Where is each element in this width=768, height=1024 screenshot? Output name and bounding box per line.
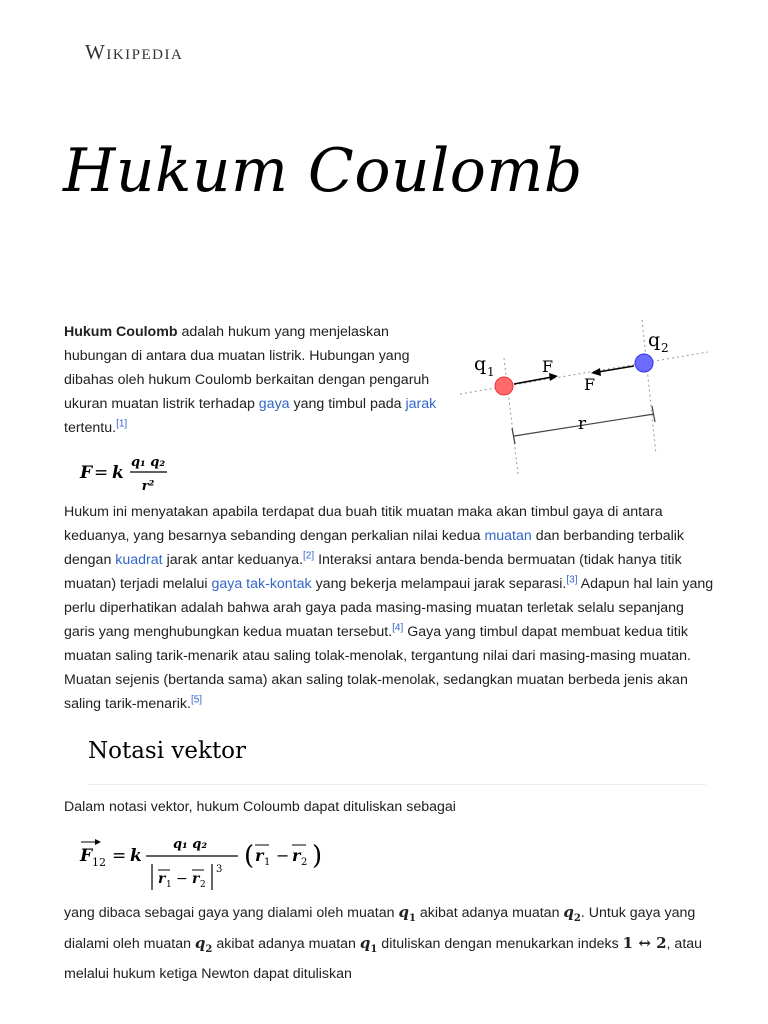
q1-label: q [474, 353, 487, 375]
citation-3[interactable]: [3] [566, 574, 578, 586]
math-q1-symbol: q [398, 903, 409, 921]
math-q2-symbol: q [563, 903, 574, 921]
math-q2b-sub: 2 [205, 944, 213, 955]
citation-1[interactable]: [1] [116, 418, 128, 430]
formula2-lhs: F [80, 846, 93, 866]
para3-text-4: akibat adanya muatan [212, 936, 360, 952]
para2-text-2: dan berbanding terbalik dengan [64, 528, 684, 568]
formula-lhs: F [80, 463, 93, 483]
rhs-r2: r [292, 846, 301, 865]
para3-text-2: akibat adanya muatan [415, 905, 564, 921]
para2-text-5: yang bekerja melampaui jarak separasi. [311, 576, 567, 592]
page-title: Hukum Coulomb [63, 136, 583, 206]
math-index-swap: 1 ↔ 2 [622, 934, 667, 952]
formula2-numerator: q₁ q₂ [172, 837, 208, 852]
citation-2[interactable]: [2] [303, 550, 315, 562]
denom-r2: r [192, 871, 200, 887]
main-paragraph [64, 500, 714, 716]
intro-text-2: yang timbul pada [289, 396, 406, 412]
section-heading-notasi-vektor: Notasi vektor [88, 738, 247, 764]
para3-text-6: , atau melalui hukum ketiga Newton dapat dituliskan [64, 936, 703, 982]
para2-text-4: Interaksi antara benda-benda bermuatan (tidak hanya titik muatan) terjadi melalui [64, 552, 682, 592]
force-label-1: F [542, 357, 554, 376]
q1-guide [504, 358, 518, 474]
wikipedia-wordmark[interactable]: Wikipedia [85, 40, 184, 64]
link-kuadrat[interactable]: kuadrat [115, 552, 163, 568]
formula-k: k [112, 463, 124, 483]
math-q1b-symbol: q [359, 934, 371, 952]
citation-4[interactable]: [4] [392, 622, 404, 634]
denom-minus: − [176, 871, 188, 887]
charge-q2 [635, 354, 653, 372]
para3-text-1: yang dibaca sebagai gaya yang dialami oleh muatan [64, 905, 399, 921]
paren-right: ) [312, 841, 323, 871]
denom-r1: r [158, 871, 166, 887]
math-q2 [563, 903, 581, 924]
q2-label: q [648, 329, 661, 351]
formula-denominator: r² [141, 479, 155, 494]
intro-text-1: adalah hukum yang menjelaskan hubungan di antara dua muatan listrik. Hubungan yang dibahas oleh hukum Coulomb berkaitan dengan pengaruh ukuran muatan listrik terhadap [64, 324, 430, 412]
rhs-minus: − [276, 846, 290, 865]
math-q2-sub: 2 [573, 913, 581, 924]
link-gaya[interactable]: gaya [258, 396, 290, 412]
q2-sub: 2 [661, 341, 669, 355]
para2-text-3: jarak antar keduanya. [162, 552, 304, 568]
bold-term: Hukum Coulomb [64, 324, 178, 340]
charge-q1 [495, 377, 513, 395]
para2-text-7: Gaya yang timbul dapat membuat kedua titik muatan saling tarik-menarik atau saling tolak-menolak, tergantung nilai dari masing-masing muatan. Muatan sejenis (bertanda sama) akan saling tolak-menolak, sedangkan muatan berbeda jenis akan saling tarik-menarik. [64, 624, 691, 712]
denom-r1-sub: 1 [166, 880, 172, 890]
math-q2-b [194, 934, 213, 955]
force-label-2: F [584, 375, 596, 394]
section-intro-text: Dalam notasi vektor, hukum Coloumb dapat dituliskan sebagai [64, 799, 456, 815]
formula-numerator: q₁ q₂ [130, 455, 166, 470]
formula2-k: k [130, 846, 142, 866]
coulomb-diagram[interactable] [458, 318, 710, 478]
math-q1-sub: 1 [408, 913, 416, 924]
denom-r2-sub: 2 [200, 880, 206, 890]
math-q1b-sub: 1 [370, 944, 378, 955]
denom-power: 3 [216, 864, 223, 875]
section-divider [88, 784, 706, 785]
vec-arrowhead-f [95, 839, 101, 845]
vector-coulomb-formula [78, 830, 338, 896]
math-q2b-symbol: q [194, 934, 206, 952]
paren-left: ( [244, 841, 255, 871]
intro-paragraph [64, 320, 452, 440]
link-muatan[interactable]: muatan [484, 528, 532, 544]
rhs-r1-sub: 1 [264, 857, 271, 868]
link-jarak[interactable]: jarak [405, 396, 437, 412]
coulomb-formula [78, 448, 198, 496]
para3-text-3: . Untuk gaya yang dialami oleh muatan [64, 905, 696, 952]
force-arrow-1 [514, 377, 552, 384]
para2-text-6: Adapun hal lain yang perlu diperhatikan adalah bahwa arah gaya pada masing-masing muatan terletak selalu sepanjang garis yang menghubungkan kedua muatan tersebut. [64, 576, 714, 640]
citation-5[interactable]: [5] [190, 694, 203, 706]
math-q1-b [359, 934, 378, 955]
distance-label: r [578, 414, 587, 434]
para2-text-1: Hukum ini menyatakan apabila terdapat dua buah titik muatan maka akan timbul gaya di antara keduanya, yang besarnya sebanding dengan perkalian nilai kedua [64, 504, 663, 544]
rhs-r2-sub: 2 [301, 857, 308, 868]
formula-equals: = [94, 463, 109, 483]
link-gaya-tak-kontak[interactable]: gaya tak-kontak [211, 576, 312, 592]
vector-explanation-paragraph [64, 900, 714, 986]
formula2-lhs-sub: 12 [92, 856, 106, 869]
para3-text-5: dituliskan dengan menukarkan indeks [377, 936, 623, 952]
rhs-r1: r [255, 846, 264, 865]
force-arrow-2 [598, 366, 634, 372]
q1-sub: 1 [487, 365, 495, 379]
math-q1 [398, 903, 416, 924]
intro-text-3: tertentu. [64, 420, 117, 436]
formula2-equals: = [112, 846, 127, 866]
